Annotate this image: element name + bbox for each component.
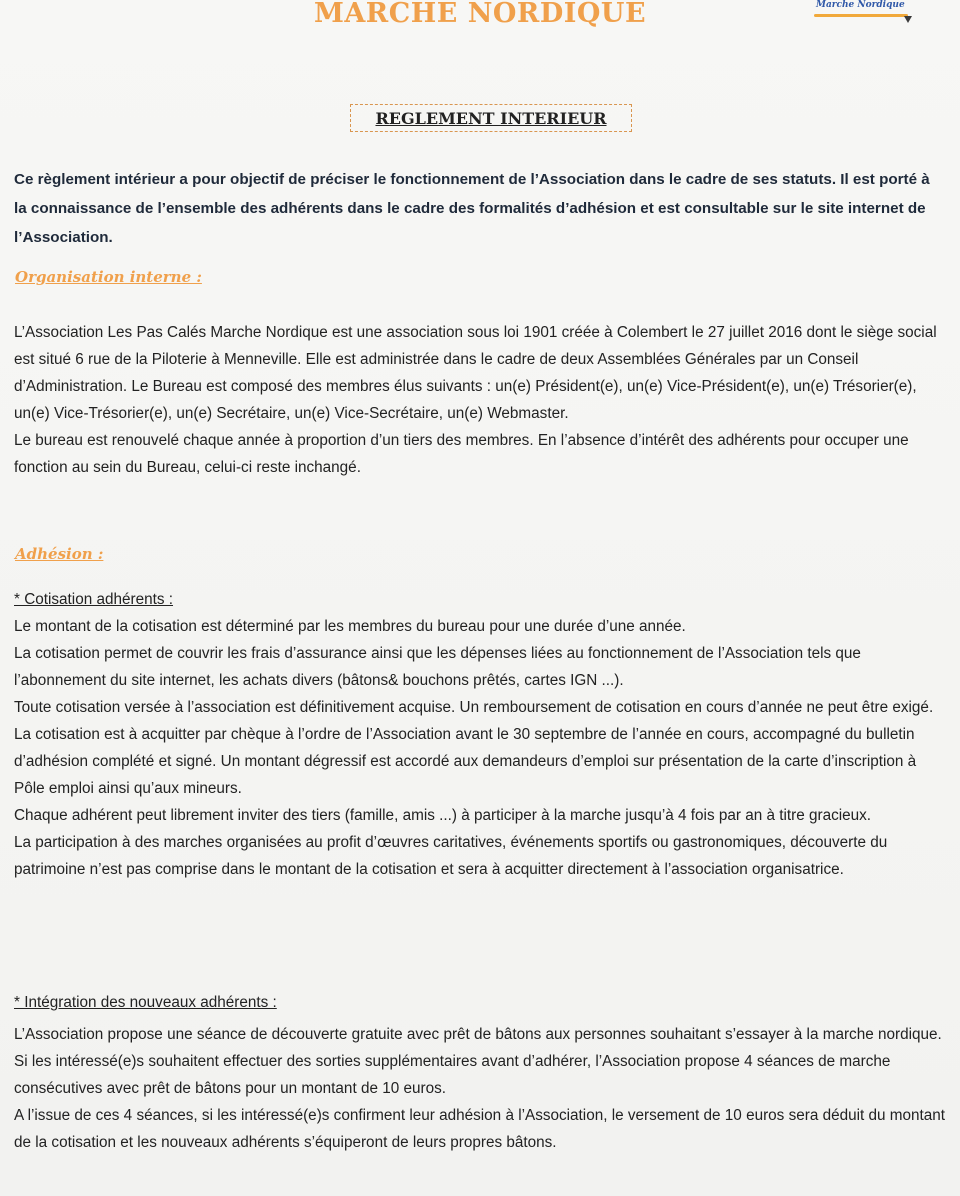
organisation-paragraph: Le bureau est renouvelé chaque année à proportion d’un tiers des membres. En l’absence d’intérêt des adhérents pour occuper une fonction au sein du Bureau, celui-ci reste inchangé. xyxy=(14,432,909,476)
organisation-text xyxy=(14,319,949,481)
cotisation-paragraph: La participation à des marches organisées au profit d’œuvres caritatives, événements sportifs ou gastronomiques, découverte du patrimoine n’est pas comprise dans le montant de la cotisation et sera à acquitter directement à l’association organisatrice. xyxy=(14,834,888,878)
cotisation-paragraph: Chaque adhérent peut librement inviter des tiers (famille, amis ...) à participer à la marche jusqu’à 4 fois par an à titre gracieux. xyxy=(14,807,872,824)
cotisation-text xyxy=(14,613,949,883)
intro-paragraph: Ce règlement intérieur a pour objectif de préciser le fonctionnement de l’Association dans le cadre de ses statuts. Il est porté à la connaissance de l’ensemble des adhérents dans le cadre des formalités d’adhésion et est consultable sur le site internet de l’Association. xyxy=(14,171,930,246)
logo-mark-icon xyxy=(904,16,912,23)
section-heading-organisation: Organisation interne : xyxy=(15,268,202,286)
cotisation-paragraph: La cotisation est à acquitter par chèque à l’ordre de l’Association avant le 30 septembre de l’année en cours, accompagné du bulletin d’adhésion complété et signé. Un montant dégressif est accordé aux demandeurs d’emploi sur présentation de la carte d’inscription à Pôle emploi ainsi qu’aux mineurs. xyxy=(14,726,917,797)
cotisation-paragraph: Toute cotisation versée à l’association est définitivement acquise. Un remboursement de cotisation en cours d’année ne peut être exigé. xyxy=(14,699,934,716)
section-heading-adhesion: Adhésion : xyxy=(15,545,104,563)
logo-text: Marche Nordique xyxy=(816,0,905,10)
page-header-title: MARCHE NORDIQUE xyxy=(313,0,647,29)
cotisation-paragraph: Le montant de la cotisation est déterminé par les membres du bureau pour une durée d’une année. xyxy=(14,618,686,635)
logo-bar xyxy=(814,14,908,17)
integration-paragraph: L’Association propose une séance de découverte gratuite avec prêt de bâtons aux personnes souhaitant s’essayer à la marche nordique. Si les intéressé(e)s souhaitent effectuer des sorties supplémentaires avant d’adhérer, l’Association propose 4 séances de marche consécutives avec prêt de bâtons pour un montant de 10 euros. xyxy=(14,1026,942,1097)
association-logo xyxy=(810,0,920,26)
subheading-integration: * Intégration des nouveaux adhérents : xyxy=(14,994,277,1011)
subheading-cotisation: * Cotisation adhérents : xyxy=(14,591,174,608)
integration-paragraph: A l’issue de ces 4 séances, si les intéressé(e)s confirment leur adhésion à l’Association, le versement de 10 euros sera déduit du montant de la cotisation et les nouveaux adhérents s’équiperont de leurs propres bâtons. xyxy=(14,1107,946,1151)
document-title: REGLEMENT INTERIEUR xyxy=(350,104,632,132)
organisation-paragraph: L’Association Les Pas Calés Marche Nordique est une association sous loi 1901 créée à Colembert le 27 juillet 2016 dont le siège social est situé 6 rue de la Piloterie à Menneville. Elle est administrée dans le cadre de deux Assemblées Générales par un Conseil d’Administration. Le Bureau est composé des membres élus suivants : un(e) Président(e), un(e) Vice-Président(e), un(e) Trésorier(e), un(e) Vice-Trésorier(e), un(e) Secrétaire, un(e) Vice-Secrétaire, un(e) Webmaster. xyxy=(14,324,937,422)
cotisation-paragraph: La cotisation permet de couvrir les frais d’assurance ainsi que les dépenses liées au fonctionnement de l’Association tels que l’abonnement du site internet, les achats divers (bâtons& bouchons prêtés, cartes IGN ...). xyxy=(14,645,861,689)
integration-text xyxy=(14,1021,949,1156)
